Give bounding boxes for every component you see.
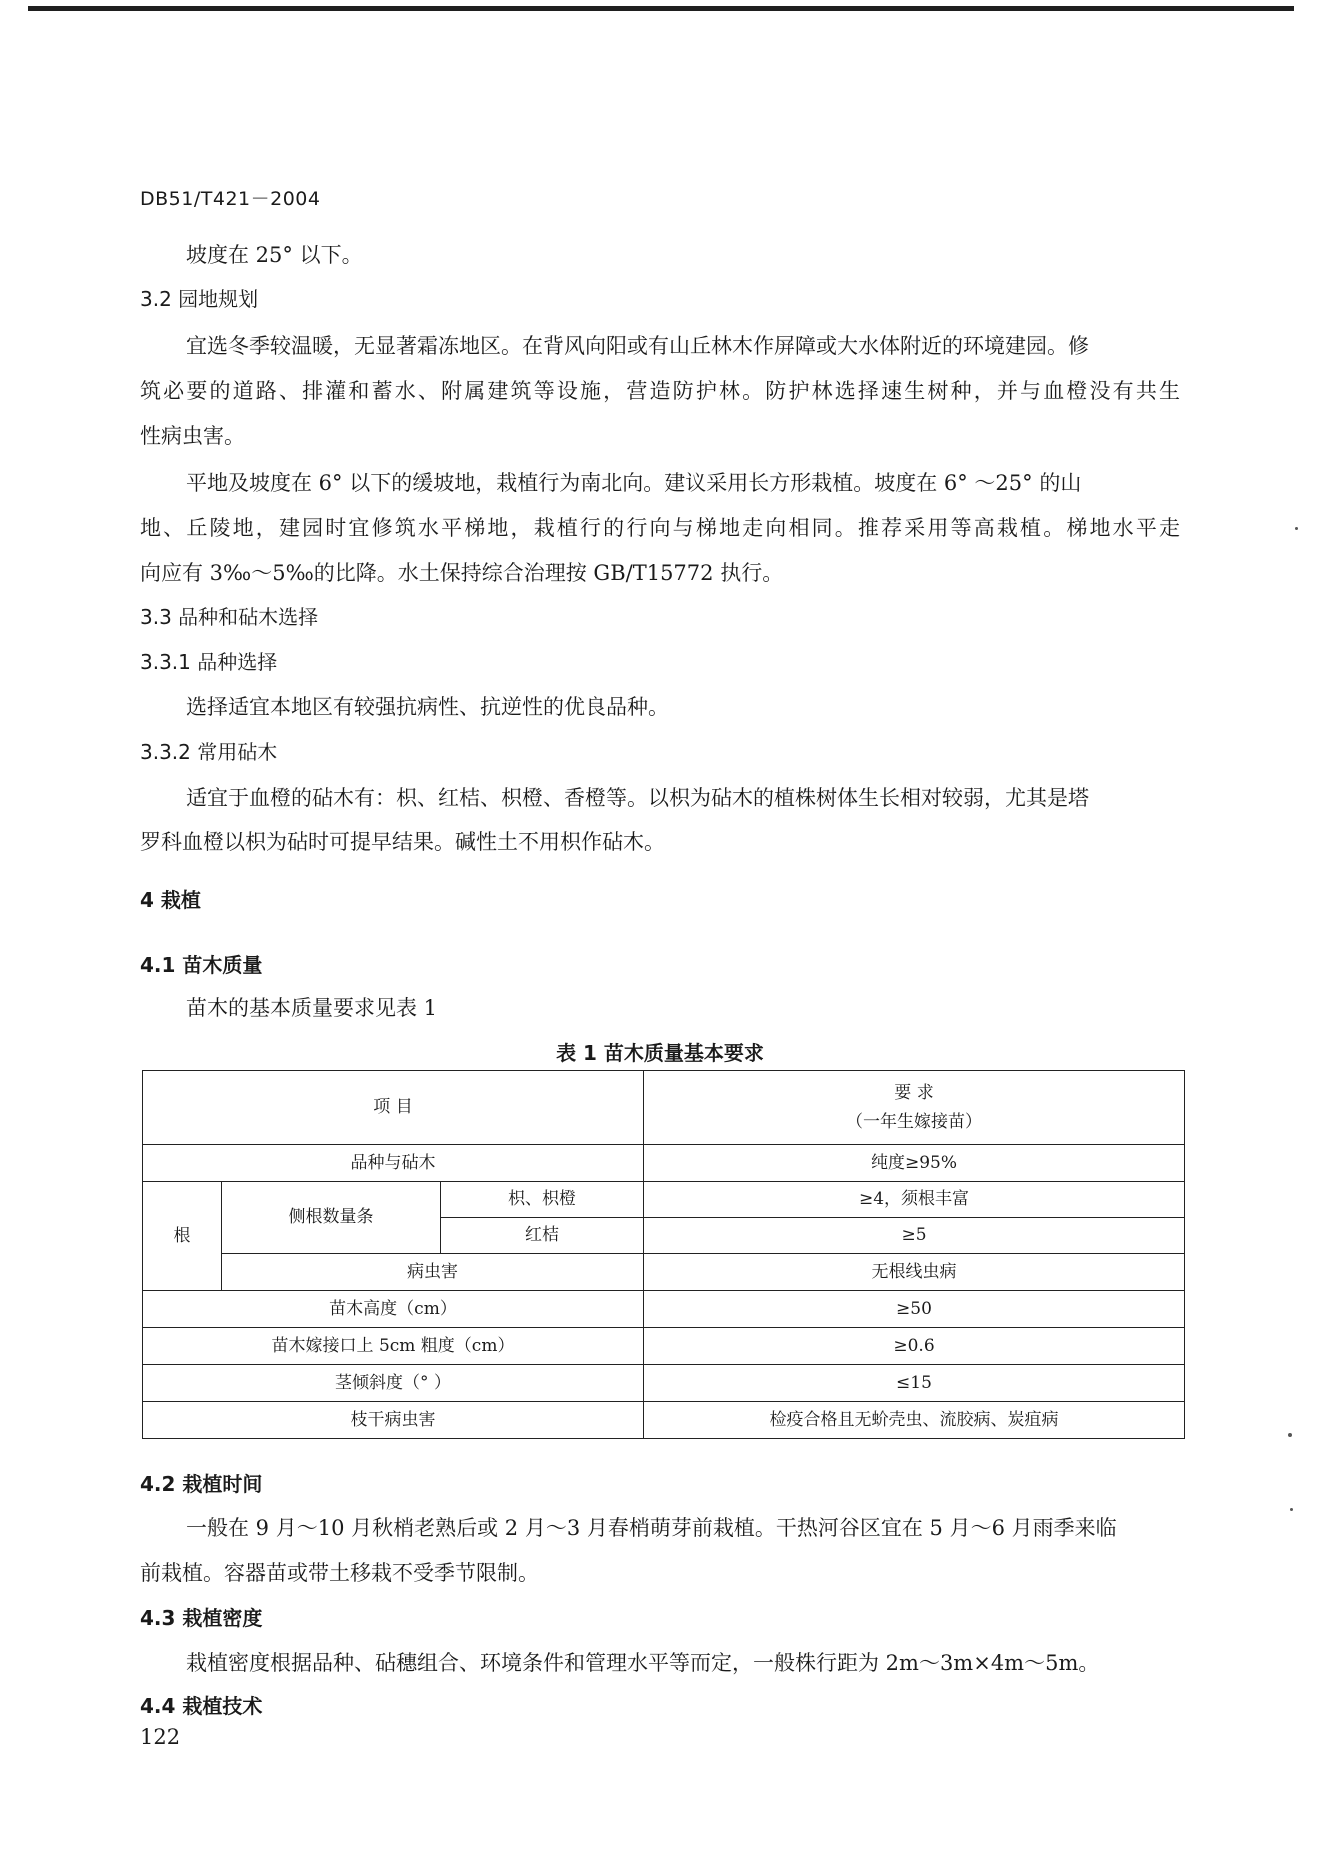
paragraph-line: 平地及坡度在 6° 以下的缓坡地，栽植行为南北向。建议采用长方形栽植。坡度在 6° ～25° 的山: [186, 471, 1082, 495]
paragraph-line: 适宜于血橙的砧木有：枳、红桔、枳橙、香橙等。以枳为砧木的植株树体生长相对较弱，尤其是塔: [186, 786, 1089, 810]
table-row: [143, 1402, 1185, 1439]
seedling-quality-table: [142, 1070, 1185, 1439]
table-row: [143, 1291, 1185, 1328]
row-value: 无根线虫病: [644, 1254, 1185, 1291]
row-value: 纯度≥95%: [644, 1145, 1185, 1182]
row-sublabel: 枳、枳橙: [441, 1182, 644, 1218]
paragraph-line: 前栽植。容器苗或带土移栽不受季节限制。: [140, 1561, 539, 1585]
page-number: 122: [140, 1725, 181, 1749]
row-label: 茎倾斜度（° ）: [143, 1365, 644, 1402]
slope-text: 坡度在 25° 以下。: [186, 243, 363, 267]
heading-3-3-1: 3.3.1 品种选择: [140, 650, 278, 674]
row-value: ≤15: [644, 1365, 1185, 1402]
document-code: DB51/T421－2004: [140, 188, 321, 210]
paragraph-line: 苗木的基本质量要求见表 1: [186, 996, 438, 1020]
table-row: [143, 1182, 1185, 1218]
paragraph-line: 栽植密度根据品种、砧穗组合、环境条件和管理水平等而定，一般株行距为 2m～3m×4m～5m。: [186, 1651, 1100, 1675]
row-value: ≥0.6: [644, 1328, 1185, 1365]
paragraph-line: 地、丘陵地，建园时宜修筑水平梯地，栽植行的行向与梯地走向相同。推荐采用等高栽植。梯地水平走: [140, 516, 1180, 540]
paragraph-line: 宜选冬季较温暖，无显著霜冻地区。在背风向阳或有山丘林木作屏障或大水体附近的环境建园。修: [186, 334, 1089, 358]
row-label: 品种与砧木: [143, 1145, 644, 1182]
heading-4-3: 4.3 栽植密度: [140, 1606, 263, 1630]
row-value: 检疫合格且无蚧壳虫、流胶病、炭疽病: [644, 1402, 1185, 1439]
heading-4: 4 栽植: [140, 888, 201, 912]
row-label: 苗木嫁接口上 5cm 粗度（cm）: [143, 1328, 644, 1365]
table-row: [143, 1145, 1185, 1182]
heading-4-4: 4.4 栽植技术: [140, 1694, 263, 1718]
header-item: 项 目: [143, 1071, 644, 1145]
table-caption: 表 1 苗木质量基本要求: [556, 1041, 764, 1065]
row-value: ≥4，须根丰富: [644, 1182, 1185, 1218]
heading-4-2: 4.2 栽植时间: [140, 1472, 263, 1496]
row-label: 苗木高度（cm）: [143, 1291, 644, 1328]
heading-4-1: 4.1 苗木质量: [140, 953, 263, 977]
paragraph-line: 性病虫害。: [140, 424, 245, 448]
row-sublabel: 红桔: [441, 1218, 644, 1254]
row-value: ≥50: [644, 1291, 1185, 1328]
paragraph-line: 罗科血橙以枳为砧时可提早结果。碱性土不用枳作砧木。: [140, 830, 665, 854]
paragraph-line: 筑必要的道路、排灌和蓄水、附属建筑等设施，营造防护林。防护林选择速生树种，并与血橙没有共生: [140, 379, 1180, 403]
table-row: [143, 1328, 1185, 1365]
scan-speck: [1288, 1433, 1292, 1437]
lateral-roots-label: 侧根数量条: [222, 1182, 441, 1254]
paragraph-line: 向应有 3‰～5‰的比降。水土保持综合治理按 GB/T15772 执行。: [140, 561, 784, 585]
row-label: 病虫害: [222, 1254, 644, 1291]
heading-3-2: 3.2 园地规划: [140, 287, 259, 311]
row-value: ≥5: [644, 1218, 1185, 1254]
scan-speck: [1290, 1508, 1293, 1511]
row-label: 枝干病虫害: [143, 1402, 644, 1439]
paragraph-line: 一般在 9 月～10 月秋梢老熟后或 2 月～3 月春梢萌芽前栽植。干热河谷区宜在 5 月～6 月雨季来临: [186, 1516, 1117, 1540]
table-header-row: [143, 1071, 1185, 1145]
table-row: [143, 1254, 1185, 1291]
paragraph-line: 选择适宜本地区有较强抗病性、抗逆性的优良品种。: [186, 695, 669, 719]
header-requirement: 要 求 （一年生嫁接苗）: [644, 1071, 1185, 1145]
heading-3-3-2: 3.3.2 常用砧木: [140, 740, 278, 764]
heading-3-3: 3.3 品种和砧木选择: [140, 605, 319, 629]
table-row: [143, 1365, 1185, 1402]
top-rule: [28, 6, 1294, 11]
root-group-label: 根: [143, 1182, 222, 1291]
scan-speck: [1295, 527, 1298, 530]
